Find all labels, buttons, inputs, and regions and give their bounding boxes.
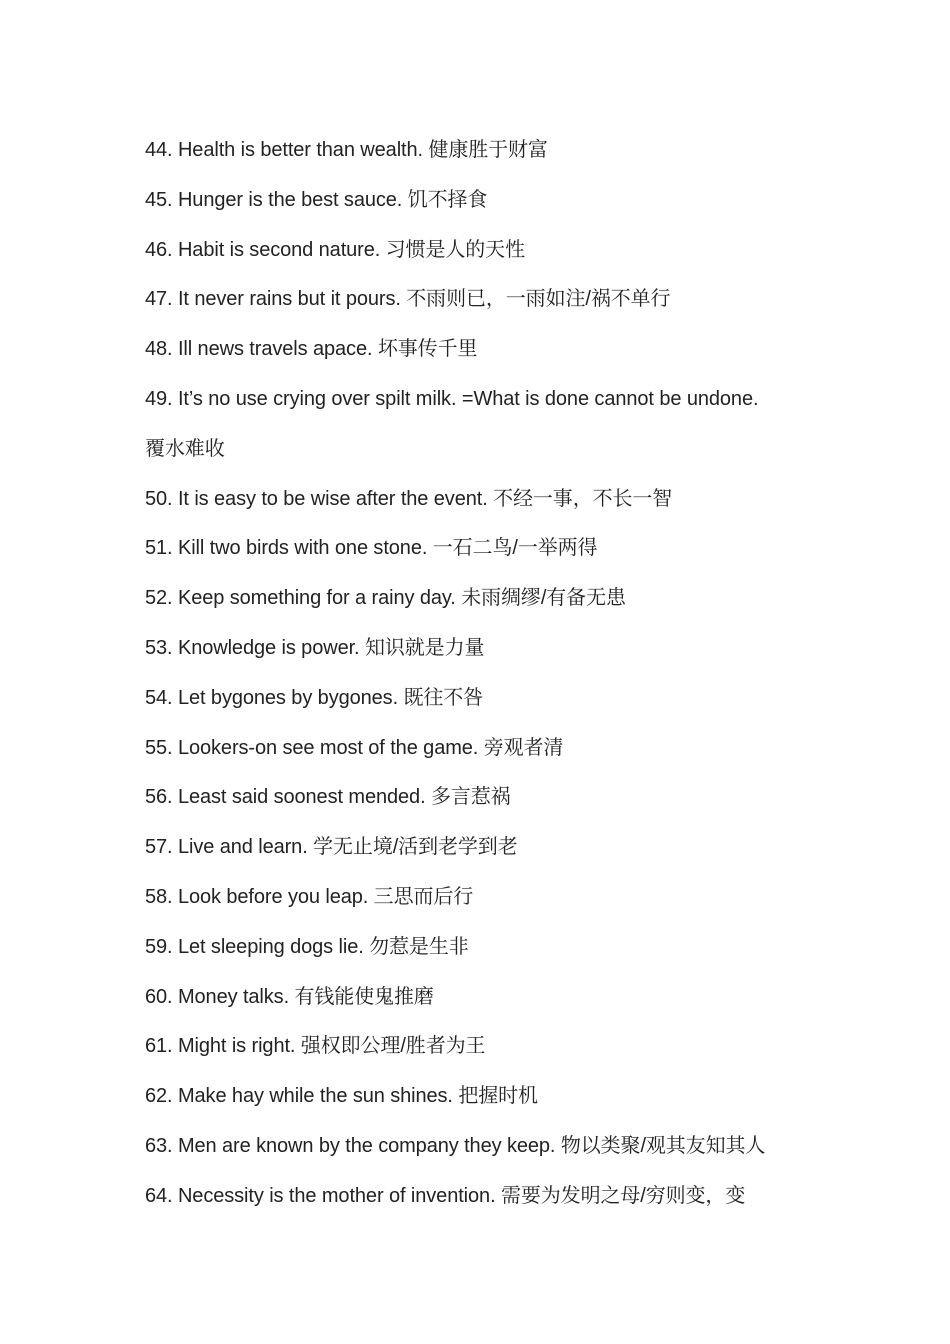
proverb-line-48: 48. Ill news travels apace. 坏事传千里 bbox=[145, 338, 478, 361]
proverb-line-44: 44. Health is better than wealth. 健康胜于财富 bbox=[145, 139, 548, 161]
proverb-line-62: 62. Make hay while the sun shines. 把握时机 bbox=[145, 1085, 538, 1108]
proverb-line-55: 55. Lookers-on see most of the game. 旁观者清 bbox=[145, 736, 564, 759]
proverb-line-52: 52. Keep something for a rainy day. 未雨绸缪/有备无患 bbox=[145, 587, 626, 610]
proverb-line-49: 49. It’s no use crying over spilt milk. =What is done cannot be undone. bbox=[145, 387, 759, 410]
proverb-line-50: 50. It is easy to be wise after the event. 不经一事，不长一智 bbox=[145, 487, 673, 510]
proverb-line-61: 61. Might is right. 强权即公理/胜者为王 bbox=[145, 1035, 486, 1058]
proverb-line-51: 51. Kill two birds with one stone. 一石二鸟/一举两得 bbox=[145, 537, 598, 560]
proverb-list bbox=[145, 132, 815, 1228]
proverb-line-56: 56. Least said soonest mended. 多言惹祸 bbox=[145, 786, 511, 809]
proverb-line-54: 54. Let bygones by bygones. 既往不咎 bbox=[145, 686, 484, 709]
proverb-line-47: 47. It never rains but it pours. 不雨则已，一雨如注/祸不单行 bbox=[145, 288, 671, 311]
proverb-line-58: 58. Look before you leap. 三思而后行 bbox=[145, 885, 474, 908]
proverb-line-53: 53. Knowledge is power. 知识就是力量 bbox=[145, 636, 485, 659]
proverb-line-60: 60. Money talks. 有钱能使鬼推磨 bbox=[145, 985, 434, 1008]
proverb-line-64: 64. Necessity is the mother of invention. 需要为发明之母/穷则变，变 bbox=[145, 1184, 746, 1207]
proverb-line-57: 57. Live and learn. 学无止境/活到老学到老 bbox=[145, 836, 518, 859]
proverb-line-59: 59. Let sleeping dogs lie. 勿惹是生非 bbox=[145, 935, 469, 958]
proverb-line-49-continued: 覆水难收 bbox=[145, 437, 225, 460]
proverb-line-46: 46. Habit is second nature. 习惯是人的天性 bbox=[145, 238, 525, 261]
proverb-line-63: 63. Men are known by the company they keep. 物以类聚/观其友知其人 bbox=[145, 1134, 766, 1157]
proverb-line-45: 45. Hunger is the best sauce. 饥不择食 bbox=[145, 188, 488, 211]
